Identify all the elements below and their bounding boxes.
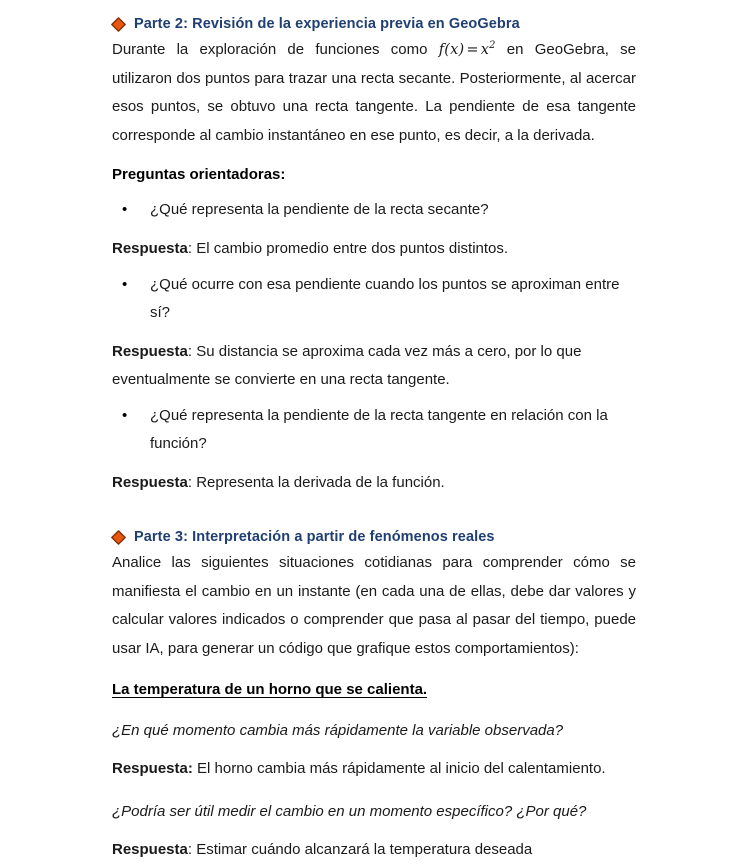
answer-block xyxy=(112,338,632,395)
answer-label: Respuesta xyxy=(112,343,188,360)
math-exponent: 2 xyxy=(489,40,495,51)
prompt-question: ¿En qué momento cambia más rápidamente la variable observada? xyxy=(112,718,636,744)
bullet-dot-icon: • xyxy=(122,402,127,430)
answer-separator: : xyxy=(188,343,196,360)
answer-text: Su distancia se aproxima cada vez más a cero, por lo que eventualmente se convierte en una recta tangente. xyxy=(112,343,581,389)
situation-title-text: La temperatura de un horno que se calienta. xyxy=(112,681,427,698)
section-heading-parte-2-text: Parte 2: Revisión de la experiencia previa en GeoGebra xyxy=(134,14,520,34)
section-heading-parte-3-text: Parte 3: Interpretación a partir de fenómenos reales xyxy=(134,527,495,547)
list-item xyxy=(112,271,636,327)
parte-3-intro-paragraph: Analice las siguientes situaciones cotidianas para comprender cómo se manifiesta el cambio en un instante (en cada una de ellas, debe dar valores y calcular valores indicados o comprender que pasa al pasar del tiempo, puede usar IA, para generar un código que grafique estos comportamientos): xyxy=(112,549,636,663)
bullet-dot-icon: • xyxy=(122,271,127,299)
parte-2-intro-paragraph xyxy=(112,36,636,150)
answer-text: El cambio promedio entre dos puntos distintos. xyxy=(196,240,508,257)
answer-text: Estimar cuándo alcanzará la temperatura deseada xyxy=(196,841,532,858)
preguntas-orientadoras-label: Preguntas orientadoras: xyxy=(112,161,636,189)
diamond-bullet-icon xyxy=(111,17,126,32)
answer-block xyxy=(112,836,632,864)
intro-text-before-math: Durante la exploración de funciones como xyxy=(112,41,439,58)
answer-separator: : xyxy=(188,474,196,491)
answer-label: Respuesta xyxy=(112,841,188,858)
answer-separator: : xyxy=(188,240,196,257)
question-text: ¿Qué representa la pendiente de la recta tangente en relación con la función? xyxy=(150,407,608,452)
math-expression-fx xyxy=(439,42,496,58)
math-equals: = xyxy=(464,42,480,58)
answer-label: Respuesta xyxy=(112,474,188,491)
list-item xyxy=(112,402,630,458)
answer-separator: : xyxy=(188,841,196,858)
section-heading-parte-2 xyxy=(111,14,636,34)
answer-text: El horno cambia más rápidamente al inicio del calentamiento. xyxy=(197,760,606,777)
math-fx: f(x) xyxy=(439,42,465,58)
math-x: x xyxy=(481,42,489,58)
answer-block xyxy=(112,469,632,498)
diamond-bullet-icon xyxy=(111,530,126,545)
section-heading-parte-3 xyxy=(111,527,636,547)
prompt-question: ¿Podría ser útil medir el cambio en un momento específico? ¿Por qué? xyxy=(112,799,636,825)
situation-title xyxy=(112,677,636,703)
list-item xyxy=(112,196,636,224)
answer-label: Respuesta: xyxy=(112,760,193,777)
answer-text: Representa la derivada de la función. xyxy=(196,474,445,491)
bullet-dot-icon: • xyxy=(122,196,127,224)
answer-block xyxy=(112,235,632,264)
question-text: ¿Qué ocurre con esa pendiente cuando los puntos se aproximan entre sí? xyxy=(150,276,619,321)
question-text: ¿Qué representa la pendiente de la recta secante? xyxy=(150,201,489,218)
intro-text-after-math: en GeoGebra, se utilizaron dos puntos para trazar una recta secante. Posteriormente, al acercar esos puntos, se obtuvo una recta tangente. La pendiente de esa tangente corresponde al cambio instantáneo en ese punto, es decir, a la derivada. xyxy=(112,41,636,144)
answer-block xyxy=(112,755,632,784)
section-spacer xyxy=(112,497,636,527)
answer-label: Respuesta xyxy=(112,240,188,257)
